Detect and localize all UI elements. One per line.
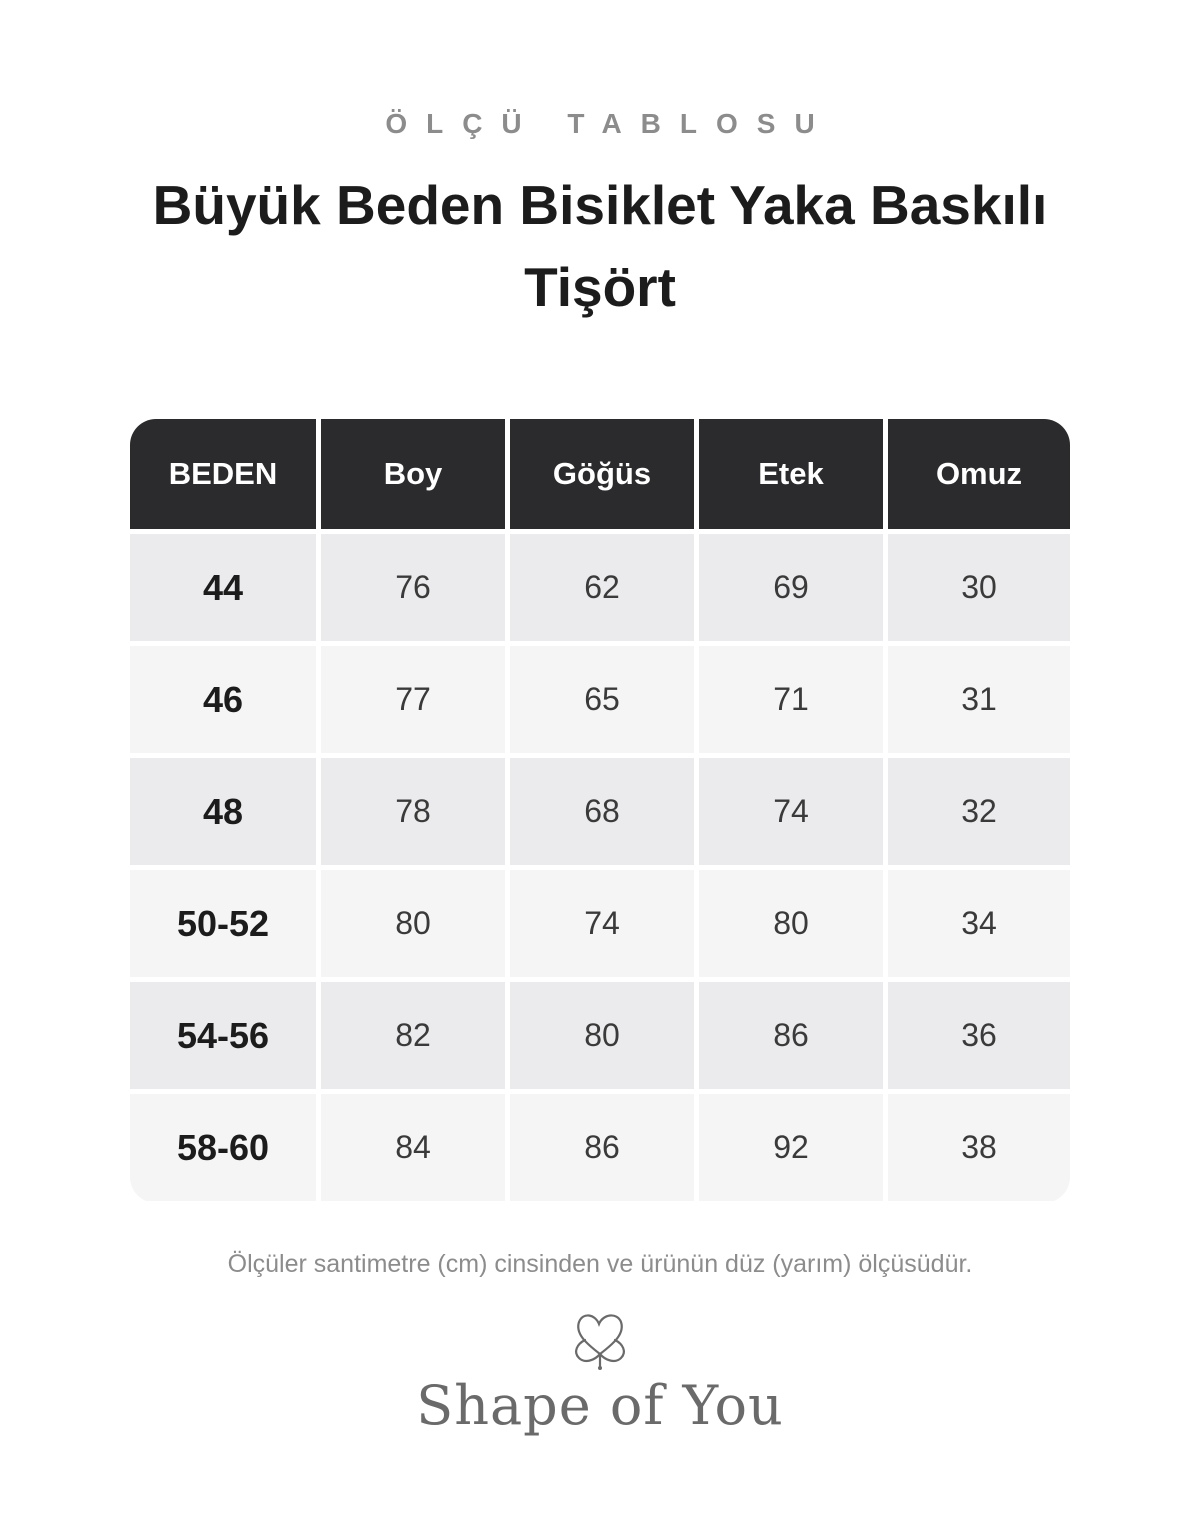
table-cell: 86	[510, 1094, 694, 1201]
table-cell: 84	[321, 1094, 505, 1201]
table-cell: 82	[321, 982, 505, 1089]
table-cell: 92	[699, 1094, 883, 1201]
eyebrow-label: ÖLÇÜ TABLOSU	[385, 108, 834, 139]
table-cell: 31	[888, 646, 1070, 753]
heart-ornament-icon	[565, 1310, 635, 1372]
table-cell-size: 48	[130, 758, 316, 865]
table-cell: 80	[321, 870, 505, 977]
table-cell: 68	[510, 758, 694, 865]
page-title: Büyük Beden Bisiklet Yaka Baskılı Tişört	[152, 174, 1048, 318]
column-header-omuz: Omuz	[888, 419, 1070, 529]
table-cell: 62	[510, 534, 694, 641]
table-cell: 86	[699, 982, 883, 1089]
table-cell-size: 46	[130, 646, 316, 753]
table-cell: 71	[699, 646, 883, 753]
table-cell: 74	[510, 870, 694, 977]
table-cell: 69	[699, 534, 883, 641]
column-header-beden: BEDEN	[130, 419, 316, 529]
table-cell: 80	[699, 870, 883, 977]
size-chart-table	[130, 419, 1070, 1203]
table-cell: 30	[888, 534, 1070, 641]
table-cell: 34	[888, 870, 1070, 977]
brand-logo-text: Shape of You	[416, 1374, 784, 1437]
table-cell: 32	[888, 758, 1070, 865]
column-header-boy: Boy	[321, 419, 505, 529]
column-header-etek: Etek	[699, 419, 883, 529]
table-cell: 65	[510, 646, 694, 753]
measurement-note: Ölçüler santimetre (cm) cinsinden ve ürünün düz (yarım) ölçüsüdür.	[227, 1250, 973, 1278]
column-header-gogus: Göğüs	[510, 419, 694, 529]
table-cell: 78	[321, 758, 505, 865]
table-cell: 36	[888, 982, 1070, 1089]
table-cell: 38	[888, 1094, 1070, 1201]
table-cell: 80	[510, 982, 694, 1089]
table-cell-size: 44	[130, 534, 316, 641]
table-cell-size: 58-60	[130, 1094, 316, 1201]
table-cell: 74	[699, 758, 883, 865]
table-cell: 77	[321, 646, 505, 753]
table-cell-size: 50-52	[130, 870, 316, 977]
table-cell: 76	[321, 534, 505, 641]
table-cell-size: 54-56	[130, 982, 316, 1089]
